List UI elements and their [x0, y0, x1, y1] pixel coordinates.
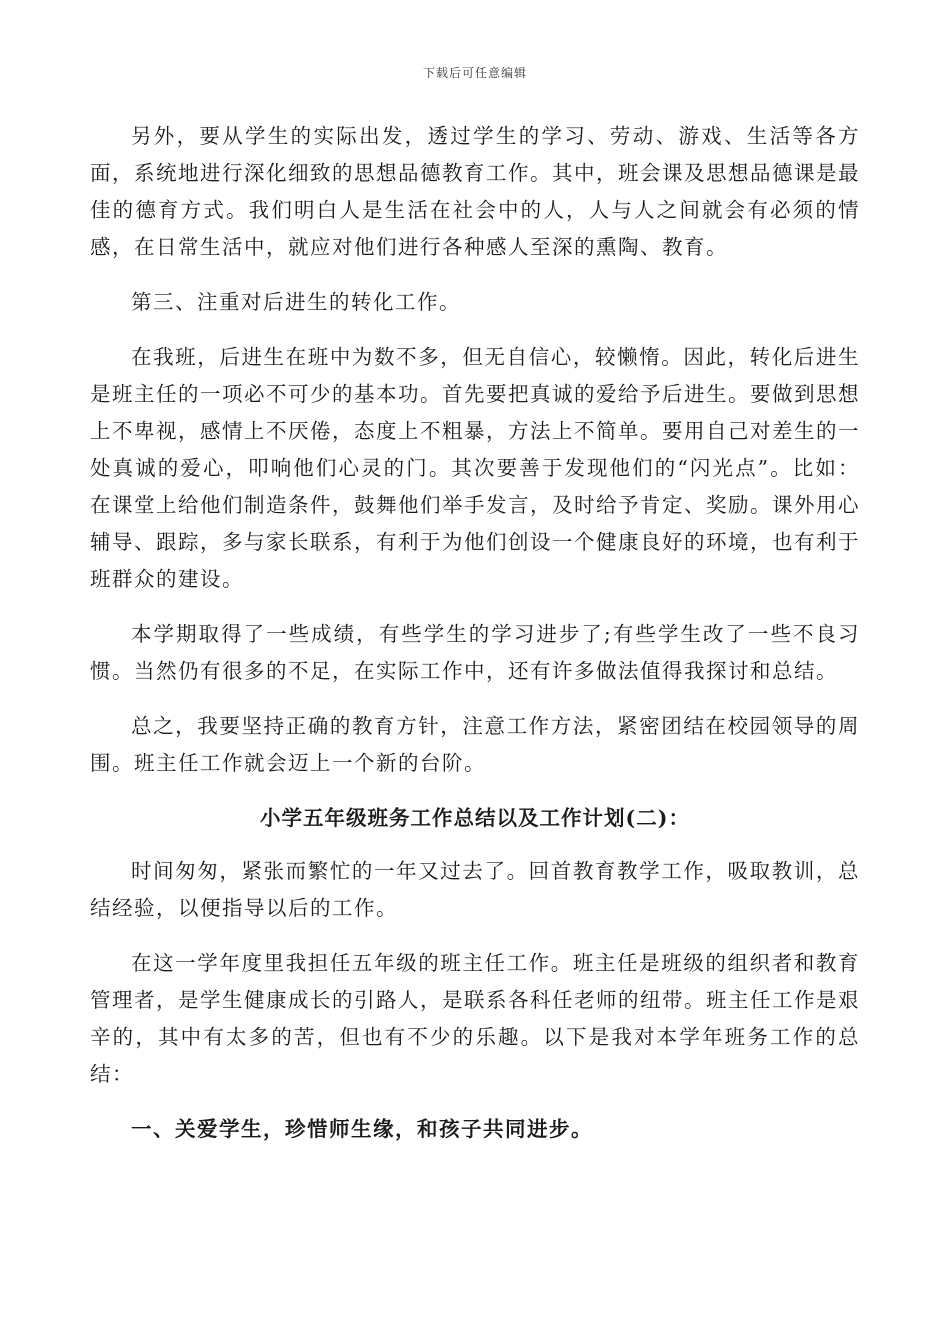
paragraph-underachievers: 在我班，后进生在班中为数不多，但无自信心，较懒惰。因此，转化后进生是班主任的一项必不可少的基本功。首先要把真诚的爱给予后进生。要做到思想上不卑视，感情上不厌倦，态度上不粗暴，方法上不简单。要用自己对差生的一处真诚的爱心，叩响他们心灵的门。其次要善于发现他们的“闪光点”。比如：在课堂上给他们制造条件，鼓舞他们举手发言，及时给予肯定、奖励。课外用心辅导、跟踪，多与家长联系，有利于为他们创设一个健康良好的环境，也有利于班群众的建设。 — [90, 345, 860, 591]
paragraph-moral-education: 另外，要从学生的实际出发，透过学生的学习、劳动、游戏、生活等各方面，系统地进行深化细致的思想品德教育工作。其中，班会课及思想品德课是最佳的德育方式。我们明白人是生活在社会中的人，人与人之间就会有必须的情感，在日常生活中，就应对他们进行各种感人至深的熏陶、教育。 — [90, 124, 860, 259]
paragraph-achievements: 本学期取得了一些成绩，有些学生的学习进步了;有些学生改了一些不良习惯。当然仍有很多的不足，在实际工作中，还有许多做法值得我探讨和总结。 — [90, 622, 860, 683]
paragraph-conclusion: 总之，我要坚持正确的教育方针，注意工作方法，紧密团结在校园领导的周围。班主任工作就会迈上一个新的台阶。 — [90, 714, 860, 775]
page-header-note: 下载后可任意编辑 — [422, 66, 527, 80]
paragraph-class-teacher-role: 在这一学年度里我担任五年级的班主任工作。班主任是班级的组织者和教育管理者，是学生健康成长的引路人，是联系各科任老师的纽带。班主任工作是艰辛的，其中有太多的苦，但也有不少的乐趣。以下是我对本学年班务工作的总结： — [90, 951, 860, 1086]
section-title: 小学五年级班务工作总结以及工作计划(二)： — [260, 806, 690, 830]
paragraph-third-point: 第三、注重对后进生的转化工作。 — [131, 290, 461, 314]
document-body — [90, 118, 860, 1148]
paragraph-time-flies: 时间匆匆，紧张而繁忙的一年又过去了。回首教育教学工作，吸取教训，总结经验，以便指导以后的工作。 — [90, 859, 860, 920]
heading-care-for-students: 一、关爱学生，珍惜师生缘，和孩子共同进步。 — [131, 1117, 593, 1141]
